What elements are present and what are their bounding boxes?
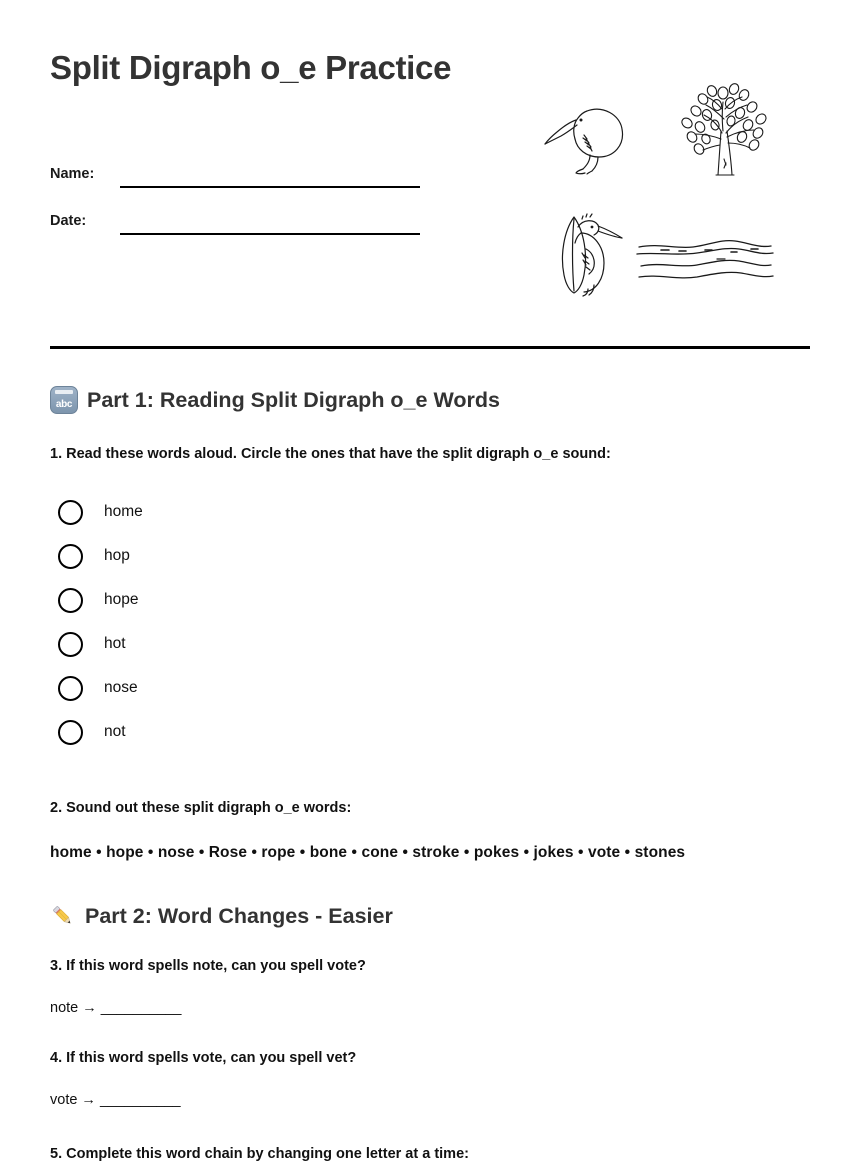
- circle-word-list: [58, 490, 810, 754]
- abc-icon: [50, 386, 78, 414]
- page-title: Split Digraph o_e Practice: [50, 49, 452, 86]
- circle-option[interactable]: [58, 720, 83, 745]
- list-item[interactable]: [58, 578, 810, 622]
- question-3-prompt: 3. If this word spells note, can you spell vote?: [50, 958, 366, 974]
- part2-heading-text: Part 2: Word Changes - Easier: [85, 904, 393, 928]
- illustration-group: [530, 70, 820, 300]
- list-item[interactable]: [58, 622, 810, 666]
- question-1-prompt: 1. Read these words aloud. Circle the ones that have the split digraph o_e sound:: [50, 446, 611, 462]
- question-5-prompt: 5. Complete this word chain by changing one letter at a time:: [50, 1146, 469, 1162]
- circle-option[interactable]: [58, 588, 83, 613]
- list-item[interactable]: [58, 666, 810, 710]
- word-label: home: [104, 503, 143, 520]
- pencil-icon: [50, 903, 76, 929]
- part1-heading-text: Part 1: Reading Split Digraph o_e Words: [87, 388, 500, 412]
- question-2-word-list: home • hope • nose • Rose • rope • bone • cone • stroke • pokes • jokes • vote • stones: [50, 844, 686, 861]
- circle-option[interactable]: [58, 676, 83, 701]
- worksheet-content: [50, 386, 810, 1164]
- name-blank-line[interactable]: [120, 186, 420, 188]
- wavy-water-lines-illustration: [635, 235, 775, 285]
- part1-heading: [50, 386, 810, 414]
- circle-option[interactable]: [58, 632, 83, 657]
- abc-icon-label: abc: [55, 399, 73, 410]
- question-2-prompt: 2. Sound out these split digraph o_e words:: [50, 800, 352, 816]
- date-blank-line[interactable]: [120, 233, 420, 235]
- kiwi-bird-illustration: [540, 95, 640, 175]
- list-item[interactable]: [58, 490, 810, 534]
- word-label: hope: [104, 591, 139, 608]
- word-label: hop: [104, 547, 130, 564]
- date-field-row: [50, 211, 425, 237]
- list-item[interactable]: [58, 534, 810, 578]
- question-4-answer-line[interactable]: vote → __________: [50, 1092, 181, 1108]
- name-field-row: [50, 164, 425, 190]
- part2-heading: [50, 902, 810, 930]
- tree-illustration: [670, 75, 780, 180]
- list-item[interactable]: [58, 710, 810, 754]
- question-3-answer-line[interactable]: note → __________: [50, 1000, 182, 1016]
- name-label: Name:: [50, 166, 95, 182]
- date-label: Date:: [50, 213, 87, 229]
- question-4-prompt: 4. If this word spells vote, can you spell vet?: [50, 1050, 357, 1066]
- word-label: not: [104, 723, 126, 740]
- kiwi-with-surfboard-illustration: [548, 205, 628, 297]
- circle-option[interactable]: [58, 544, 83, 569]
- word-label: hot: [104, 635, 126, 652]
- circle-option[interactable]: [58, 500, 83, 525]
- horizontal-rule: [50, 346, 810, 349]
- word-label: nose: [104, 679, 138, 696]
